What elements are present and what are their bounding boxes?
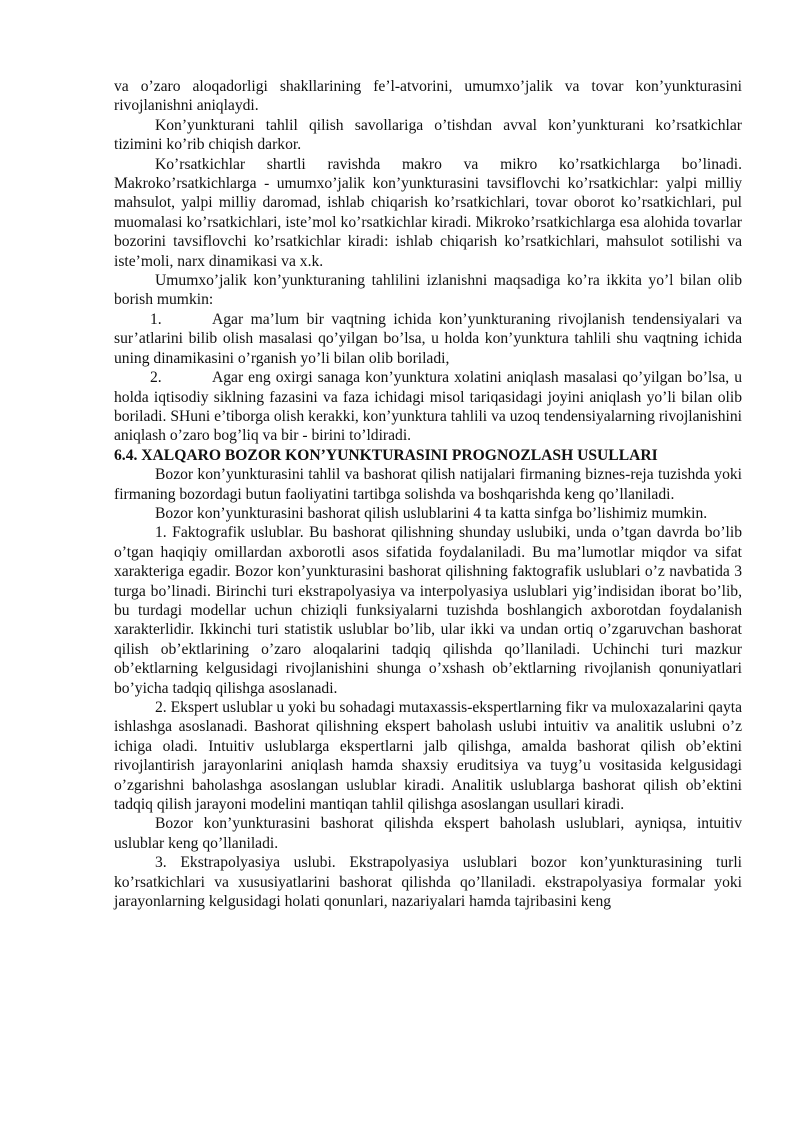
- list-item-text: Agar eng oxirgi sanaga kon’yunktura xolatini aniqlash masalasi qo’yilgan bo’lsa, u holda iqtisodiy siklning fazasini va faza ichidagi misol tariqasidagi joyini aniqlash yo’li bilan olib boriladi. SHuni e’tiborga olish kerakki, kon’yunktura tahlili va uzoq tendensiyalarning rivojlanishini aniqlash o’zaro bog’liq va bir - birini to’ldiradi.: [114, 369, 742, 445]
- paragraph-analysis-ways: Umumxo’jalik kon’yunkturaning tahlilini izlanishni maqsadiga ko’ra ikkita yo’l bilan olib borish mumkin:: [114, 272, 742, 309]
- paragraph-extrapolation: 3. Ekstrapolyasiya uslubi. Ekstrapolyasiya uslublari bozor kon’yunkturasining turli ko’rsatkichlari va xususiyatlarini bashorat qilishda qo’llaniladi. ekstrapolyasiya formalar yoki jarayonlarning kelgusidagi holati qonunlari, nazariyalari hamda tajribasini keng: [114, 854, 742, 911]
- list-number: 1.: [150, 310, 162, 328]
- list-item-1: [114, 310, 742, 368]
- paragraph-expert-usage: Bozor kon’yunkturasini bashorat qilishda ekspert baholash uslublari, ayniqsa, intuitiv uslublar keng qo’llaniladi.: [114, 815, 742, 852]
- list-item-text: Agar ma’lum bir vaqtning ichida kon’yunkturaning rivojlanish tendensiyalari va sur’atlarini bilib olish masalasi qo’yilgan bo’lsa, u holda kon’yunktura tahlili shu vaqtning ichida uning dinamikasini o’rganish yo’li bilan olib boriladi,: [114, 310, 742, 367]
- paragraph-four-classes: Bozor kon’yunkturasini bashorat qilish uslublarini 4 ta katta sinfga bo’lishimiz mumkin.: [155, 504, 708, 522]
- section-heading: 6.4. XALQARO BOZOR KON’YUNKTURASINI PROGNOZLASH USULLARI: [114, 446, 658, 464]
- paragraph-factographic: 1. Faktografik uslublar. Bu bashorat qilishning shunday uslubiki, unda o’tgan davrda bo’lib o’tgan haqiqiy omillardan axborotli asos sifatida foydalaniladi. Bu ma’lumotlar miqdor va sifat xarakteriga egadir. Bozor kon’yunkturasini bashorat qilishning faktografik uslublari o’z navbatida 3 turga bo’linadi. Birinchi turi ekstrapolyasiya va interpolyasiya uslublari yig’indisidan iborat bo’lib, bu turdagi modellar uchun chiziqli funksiyalarni tuzishda boshlangich axborotdan foydalanish xarakterlidir. Ikkinchi turi statistik uslublar bo’lib, ular ikki va undan ortiq o’zgaruvchan bashorat qilish ob’ektlarining o’zaro aloqalarini tadqiq qilishda qo’llaniladi. Uchinchi turi mazkur ob’ektlarning kelgusidagi rivojlanishini shunga o’xshash ob’ektlarning rivojlanish qonuniyatlari bo’yicha tadqiq qilishga asoslanadi.: [114, 524, 742, 697]
- document-page: [114, 77, 742, 911]
- paragraph-forecast-usage: Bozor kon’yunkturasini tahlil va bashorat qilish natijalari firmaning biznes-reja tuzishda yoki firmaning bozordagi butun faoliyatini tartibga solishda va boshqarishda keng qo’llaniladi.: [114, 466, 742, 503]
- list-item-2: [114, 368, 742, 446]
- paragraph-expert: 2. Ekspert uslublar u yoki bu sohadagi mutaxassis-ekspertlarning fikr va muloxazalarini qayta ishlashga asoslanadi. Bashorat qilishning ekspert baholash uslubi intuitiv va analitik uslubni o’z ichiga oladi. Intuitiv uslublarga ekspertlarni jalb qilishga, amalda bashorat qilish ob’ektini rivojlantirish jarayonlarini aniqlash hamda shaxsiy eruditsiya va tuyg’u vositasida kelgusidagi o’zgarishni baholashga asoslangan uslublar kiradi. Analitik uslublarga bashorat qilish ob’ektini tadqiq qilish jarayoni modelini mantiqan tahlil qilishga asoslangan usullari kiradi.: [114, 699, 742, 814]
- paragraph-intro-continuation: va o’zaro aloqadorligi shakllarining fe’l-atvorini, umumxo’jalik va tovar kon’yunkturasini rivojlanishni aniqlaydi.: [114, 78, 742, 115]
- paragraph-indicators-system: Kon’yunkturani tahlil qilish savollariga o’tishdan avval kon’yunkturani ko’rsatkichlar tizimini ko’rib chiqish darkor.: [114, 116, 742, 154]
- paragraph-macro-micro: Ko’rsatkichlar shartli ravishda makro va mikro ko’rsatkichlarga bo’linadi. Makroko’rsatkichlarga - umumxo’jalik kon’yunkturasini tavsiflovchi ko’rsatkichlar: yalpi milliy mahsulot, yalpi milliy daromad, ishlab chiqarish ko’rsatkichlari, tovar oborot ko’rsatkichlari, pul muomalasi ko’rsatkichlari, iste’mol ko’rsatkichlar kiradi. Mikroko’rsatkichlarga esa alohida tovarlar bozorini tavsiflovchi ko’rsatkichlar kiradi: ishlab chiqarish ko’rsatkichlari, mahsulot sotilishi va iste’moli, narx dinamikasi va x.k.: [114, 155, 742, 270]
- list-number: 2.: [150, 369, 162, 387]
